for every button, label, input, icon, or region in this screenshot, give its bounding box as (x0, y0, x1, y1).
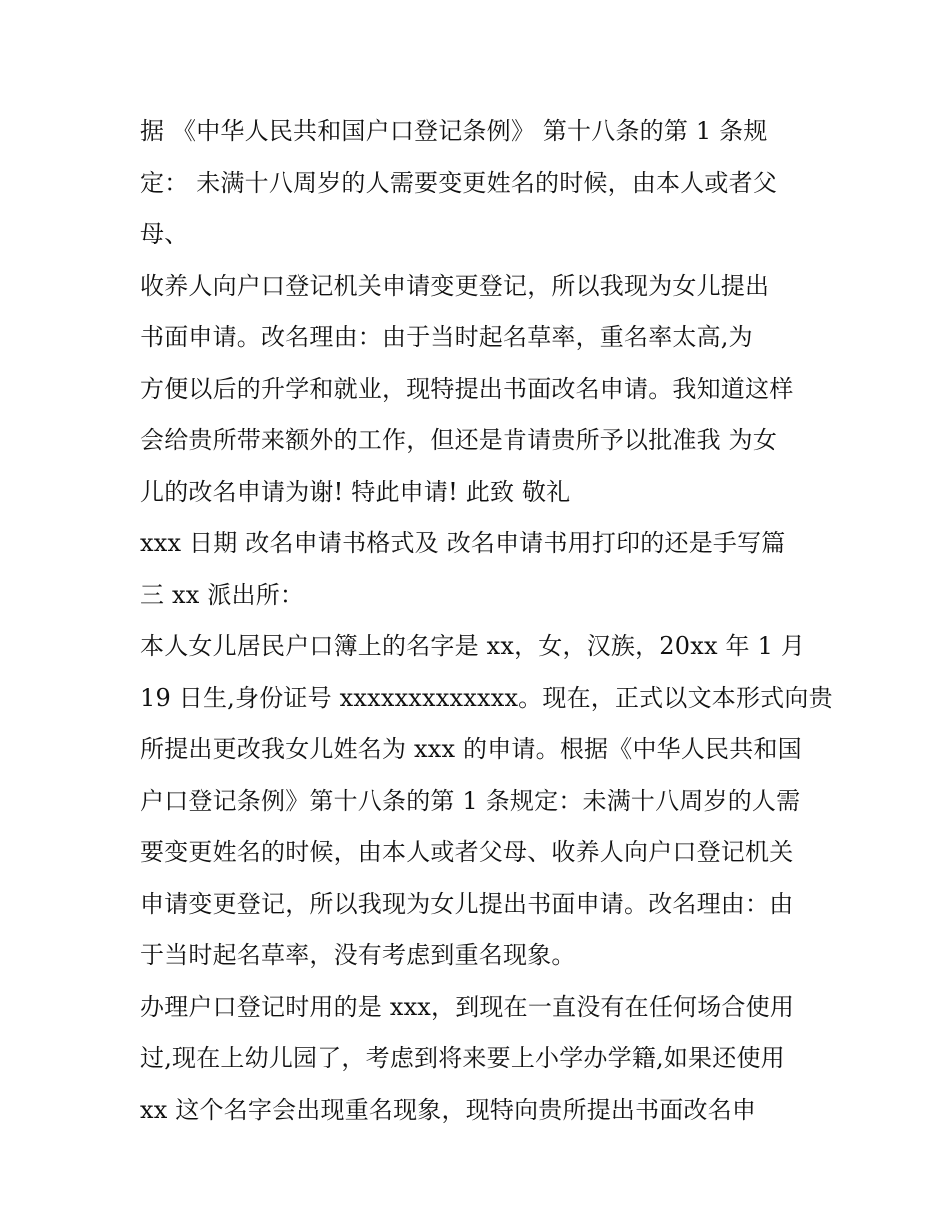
text-line: 书面申请。改名理由：由于当时起名草率，重名率太高,为 (140, 323, 753, 351)
text-line: 定： 未满十八周岁的人需要变更姓名的时候，由本人或者父 (140, 168, 778, 197)
text-line: 儿的改名申请为谢! 特此申请! 此致 敬礼 (140, 477, 571, 506)
text-line: 办理户口登记时用的是 xxx，到现在一直没有在任何场合使用 (140, 992, 795, 1021)
document-body (140, 106, 833, 1136)
text-line: 会给贵所带来额外的工作，但还是肯请贵所予以批准我 为女 (140, 426, 778, 454)
text-line: 据 《中华人民共和国户口登记条例》 第十八条的第 1 条规 (140, 117, 768, 145)
text-line: xxx 日期 改名申请书格式及 改名申请书用打印的还是手写篇 (140, 529, 786, 557)
text-line: 申请变更登记，所以我现为女儿提出书面申请。改名理由：由 (140, 889, 794, 918)
text-line: 所提出更改我女儿姓名为 xxx 的申请。根据《中华人民共和国 (140, 735, 802, 763)
text-line: 三 xx 派出所： (140, 580, 305, 609)
text-line: 收养人向户口登记机关申请变更登记，所以我现为女儿提出 (140, 271, 770, 300)
text-line: 方便以后的升学和就业，现特提出书面改名申请。我知道这样 (140, 374, 794, 403)
text-line: 本人女儿居民户口簿上的名字是 xx，女，汉族，20xx 年 1 月 (140, 632, 806, 660)
text-line: 母、 (140, 220, 189, 248)
text-line: 于当时起名草率，没有考虑到重名现象。 (140, 941, 576, 969)
text-line: 过,现在上幼儿园了，考虑到将来要上小学办学籍,如果还使用 (140, 1044, 785, 1072)
text-line: 要变更姓名的时候，由本人或者父母、收养人向户口登记机关 (140, 838, 794, 866)
text-line: xx 这个名字会出现重名现象，现特向贵所提出书面改名申 (140, 1095, 757, 1124)
text-line: 19 日生,身份证号 xxxxxxxxxxxxx。现在，正式以文本形式向贵 (140, 683, 833, 712)
text-line: 户口登记条例》第十八条的第 1 条规定：未满十八周岁的人需 (140, 786, 801, 815)
